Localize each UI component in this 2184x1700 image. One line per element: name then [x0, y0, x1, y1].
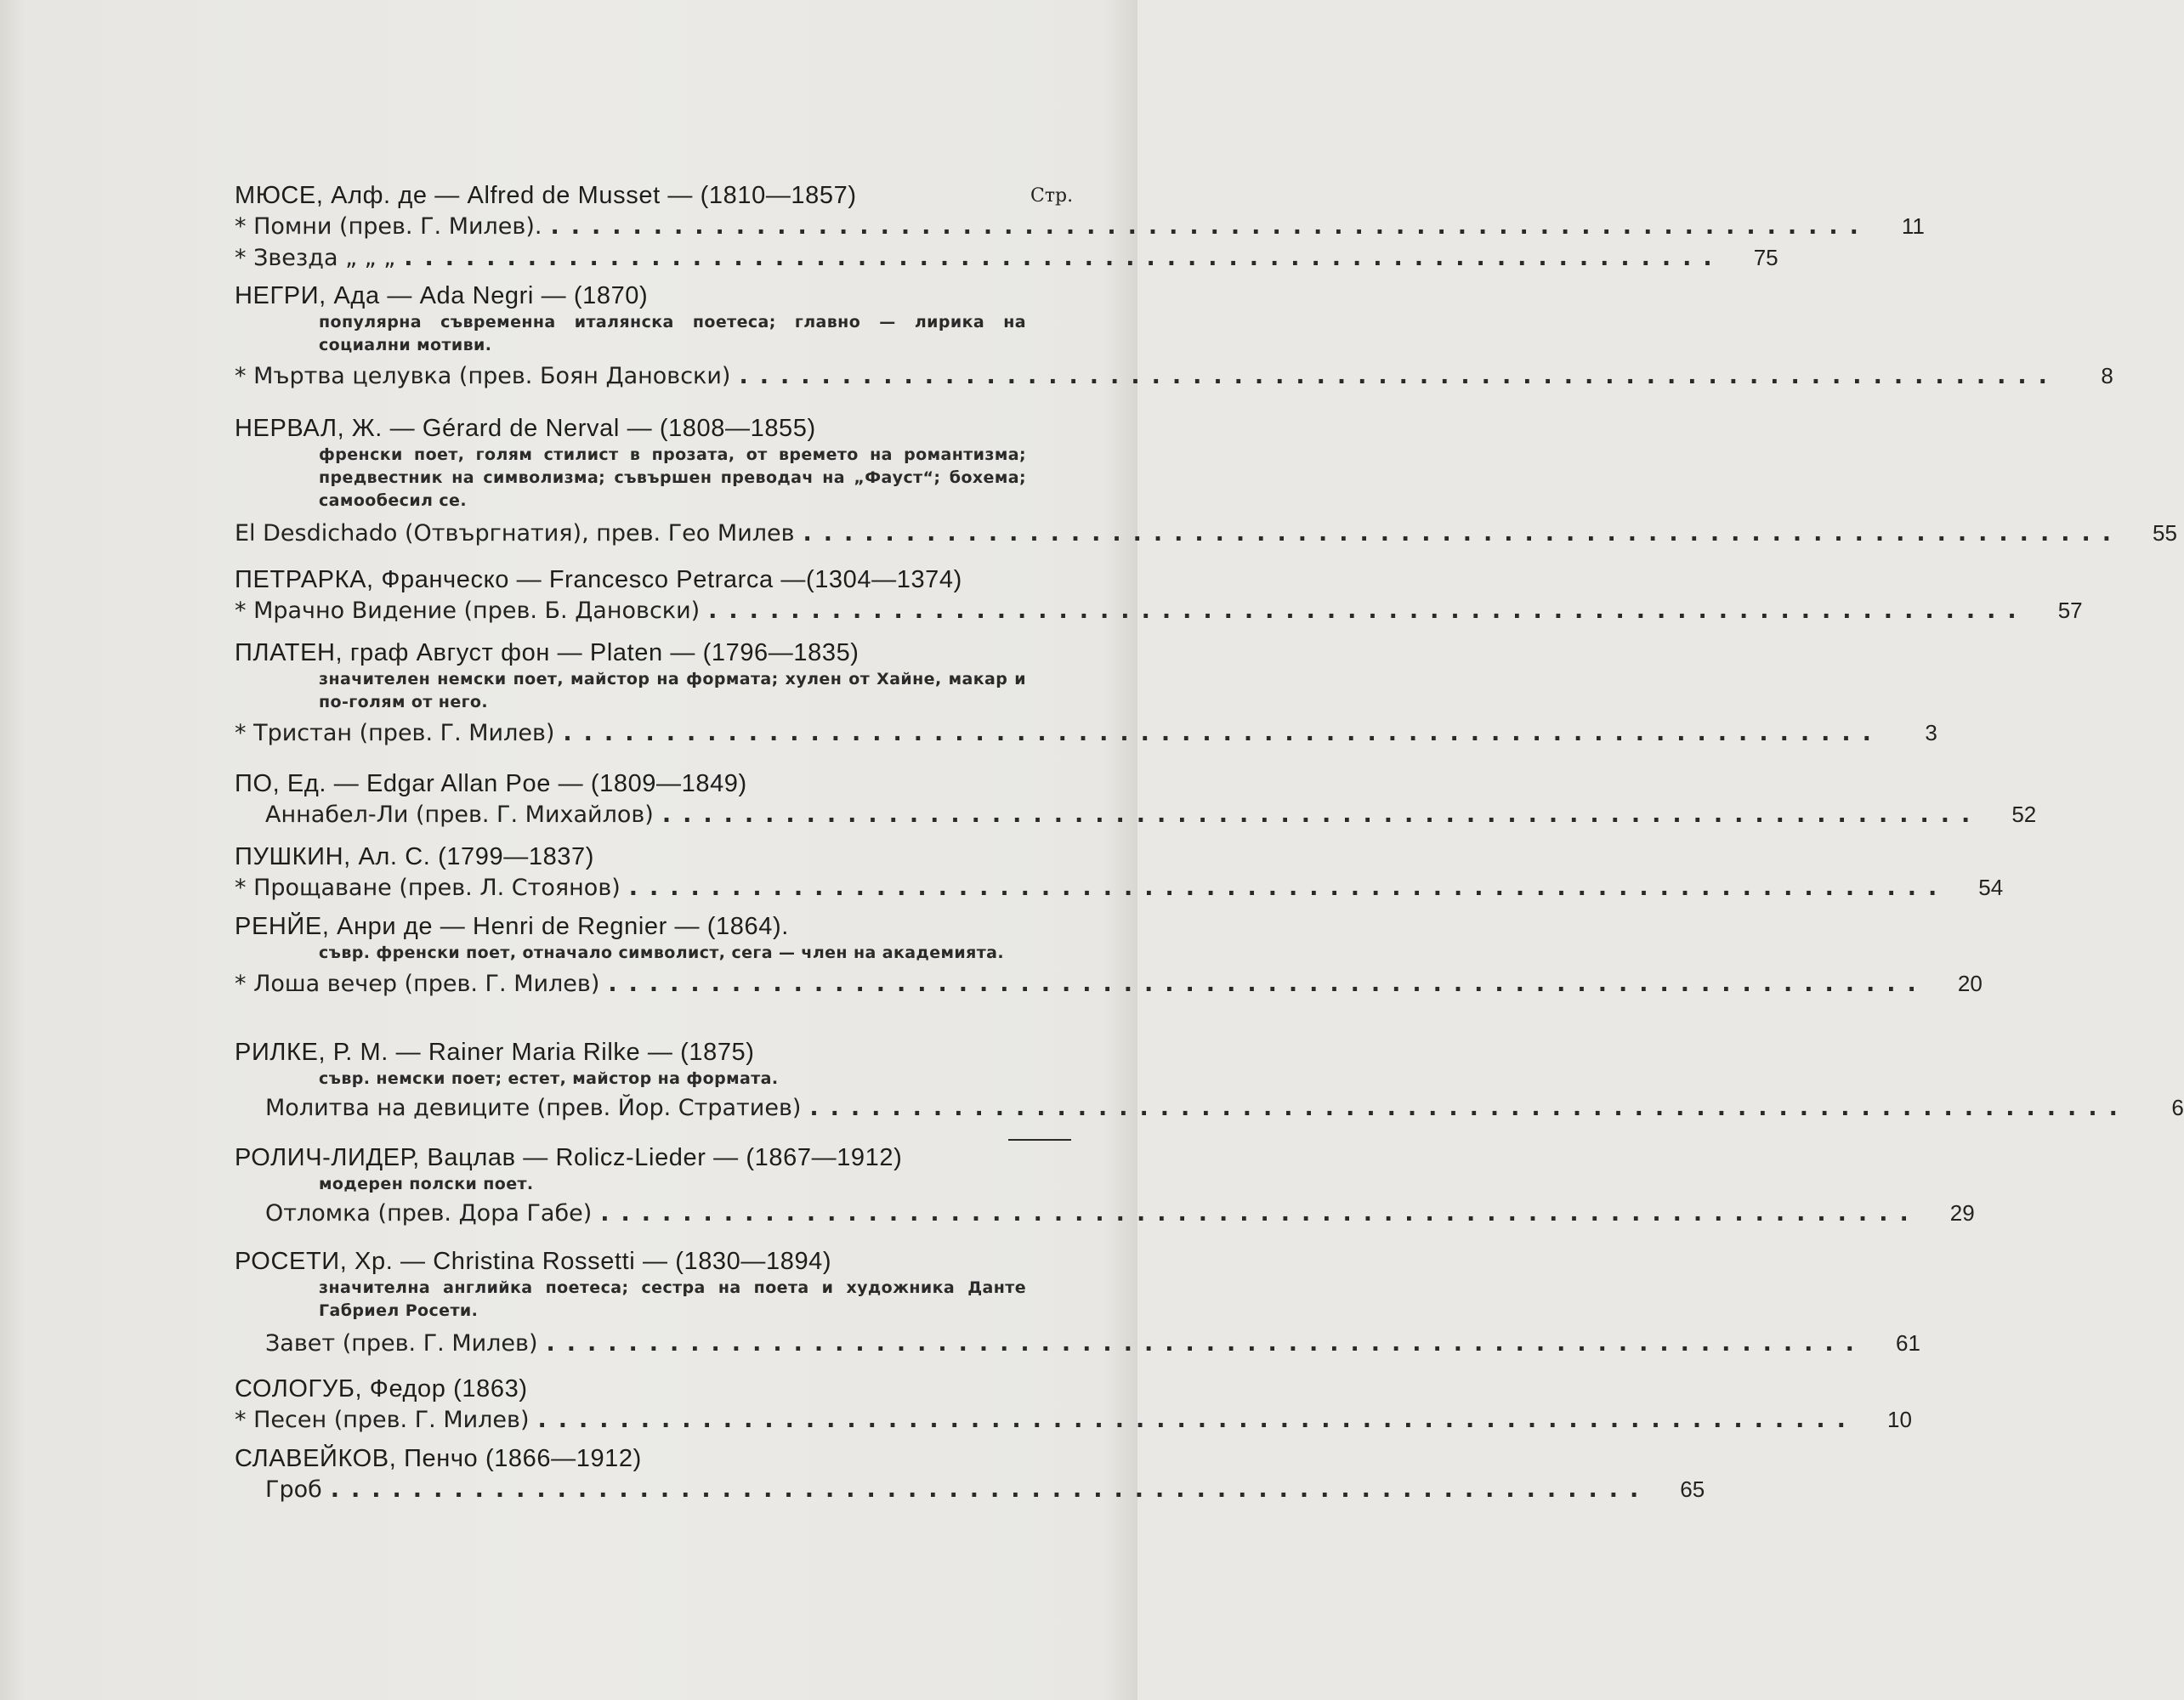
dot-leader: ................................................................: [739, 363, 2059, 389]
author-heading: МЮСЕ, Алф. де — Alfred de Musset — (1810—1857): [235, 182, 857, 209]
dot-leader: ................................................................: [600, 1200, 1920, 1227]
dot-leader: ................................................................: [809, 1095, 2130, 1121]
page-number: 11: [1901, 213, 1925, 239]
work-title: Аннабел-Ли (прев. Г. Михайлов): [265, 802, 654, 828]
index-entry-rossetti: [235, 1246, 1920, 1359]
index-entry-platen: [235, 638, 1937, 749]
work-line: [235, 968, 1983, 1000]
work-line: [235, 211, 1925, 242]
index-entry-regnier: [235, 911, 1983, 1000]
dot-leader: ................................................................: [708, 598, 2028, 624]
work-line: [235, 360, 2113, 392]
page-number: 54: [1978, 875, 2004, 900]
page-number: 29: [1949, 1200, 1975, 1226]
index-entry-slaveykov: [235, 1443, 1705, 1505]
work-line: [235, 1328, 1920, 1359]
page-number: 61: [1896, 1330, 1920, 1356]
work-line: [235, 1198, 1975, 1229]
author-description: популярна съвременна италянска поетеса; главно — лирика на социални мотиви.: [319, 313, 1026, 354]
index-entry-rolicz-lieder: [235, 1142, 1975, 1229]
work-title: El Desdichado (Отвъргнатия), прев. Гео Милев: [235, 520, 795, 547]
dot-leader: ................................................................: [628, 875, 1949, 901]
page-number: 65: [1680, 1476, 1705, 1502]
page-number: 55: [2153, 520, 2177, 546]
author-heading: ПЛАТЕН, граф Август фон — Platen — (1796—1835): [235, 639, 859, 666]
author-heading: РОСЕТИ, Хр. — Christina Rossetti — (1830—1894): [235, 1248, 832, 1275]
work-title: Молитва на девиците (прев. Йор. Стратиев): [265, 1095, 802, 1121]
dot-leader: ................................................................: [608, 971, 1928, 997]
author-description: значителна английка поетеса; сестра на поета и художника Данте Габриел Росети.: [319, 1278, 1026, 1320]
author-heading: СОЛОГУБ, Федор (1863): [235, 1375, 528, 1402]
work-title: Гроб: [265, 1476, 322, 1503]
author-heading: РОЛИЧ-ЛИДЕР, Вацлав — Rolicz-Lieder — (1867—1912): [235, 1144, 903, 1171]
author-heading: НЕРВАЛ, Ж. — Gérard de Nerval — (1808—1855): [235, 415, 816, 442]
page-number: 20: [1957, 971, 1983, 996]
work-title: * Мъртва целувка (прев. Боян Дановски): [235, 363, 731, 389]
work-line: [235, 1474, 1705, 1505]
work-line: [235, 242, 1778, 274]
author-description: френски поет, голям стилист в прозата, от времето на романтизма; предвестник на символизма; съвършен преводач на „Фауст“; бохема; самообесил се.: [319, 445, 1026, 510]
index-entry-negri: [235, 280, 2113, 392]
work-title: * Тристан (прев. Г. Милев): [235, 720, 555, 746]
work-line: [235, 717, 1937, 749]
author-heading: ПО, Ед. — Edgar Allan Poe — (1809—1849): [235, 770, 747, 797]
index-entry-musset: [235, 180, 1925, 274]
index-entry-nerval: [235, 413, 2177, 549]
dot-leader: ................................................................: [404, 245, 1724, 271]
dot-leader: ................................................................: [550, 213, 1870, 240]
page-number: 75: [1753, 245, 1778, 270]
page-number: 57: [2057, 598, 2083, 623]
separator-rule: [1008, 1139, 1071, 1141]
author-heading: СЛАВЕЙКОВ, Пенчо (1866—1912): [235, 1445, 642, 1472]
work-line: [235, 799, 2037, 830]
index-entry-pushkin: [235, 842, 2004, 904]
work-title: * Помни (прев. Г. Милев).: [235, 213, 542, 240]
page-column-header: Стр.: [1030, 185, 1074, 207]
dot-leader: ................................................................: [546, 1330, 1866, 1357]
work-line: [235, 872, 2004, 904]
author-heading: РЕНЙЕ, Анри де — Henri de Regnier — (1864).: [235, 913, 789, 940]
dot-leader: ................................................................: [803, 520, 2123, 547]
author-heading: ПЕТРАРКА, Франческо — Francesco Petrarca —(1304—1374): [235, 566, 962, 593]
work-line: [235, 595, 2083, 626]
index-entry-poe: [235, 768, 2037, 830]
index-entry-petrarca: [235, 564, 2083, 626]
page-number: 8: [2101, 363, 2113, 388]
work-title: * Песен (прев. Г. Милев): [235, 1407, 530, 1433]
author-heading: ПУШКИН, Ал. С. (1799—1837): [235, 843, 595, 870]
dot-leader: ................................................................: [330, 1476, 1651, 1503]
work-title: * Лоша вечер (прев. Г. Милев): [235, 971, 600, 997]
dot-leader: ................................................................: [537, 1407, 1858, 1433]
author-heading: НЕГРИ, Ада — Ada Negri — (1870): [235, 282, 649, 309]
author-description: модерен полски поет.: [319, 1175, 534, 1193]
work-title: Завет (прев. Г. Милев): [265, 1330, 538, 1357]
page-number: 10: [1887, 1407, 1912, 1432]
work-title: * Прощаване (прев. Л. Стоянов): [235, 875, 621, 901]
work-title: * Мрачно Видение (прев. Б. Дановски): [235, 598, 701, 624]
work-line: [235, 518, 2177, 549]
index-entry-sologub: [235, 1374, 1912, 1436]
page-number: 52: [2011, 802, 2037, 827]
work-title: * Звезда „ „ „: [235, 245, 396, 271]
dot-leader: ................................................................: [661, 802, 1983, 828]
index-entry-rilke: [235, 1037, 2184, 1124]
page-number: 3: [1925, 720, 1937, 745]
author-description: значителен немски поет, майстор на формата; хулен от Хайне, макар и по-голям от него.: [319, 670, 1026, 711]
page-number: 6: [2171, 1095, 2184, 1120]
author-description: съвр. френски поет, отначало символист, сега — член на академията.: [319, 944, 1004, 962]
work-line: [235, 1404, 1912, 1436]
dot-leader: ................................................................: [563, 720, 1883, 746]
author-heading: РИЛКЕ, Р. М. — Rainer Maria Rilke — (1875): [235, 1039, 755, 1066]
work-title: Отломка (прев. Дора Габе): [265, 1200, 593, 1227]
work-line: [235, 1092, 2184, 1124]
author-description: съвр. немски поет; естет, майстор на формата.: [319, 1069, 779, 1088]
